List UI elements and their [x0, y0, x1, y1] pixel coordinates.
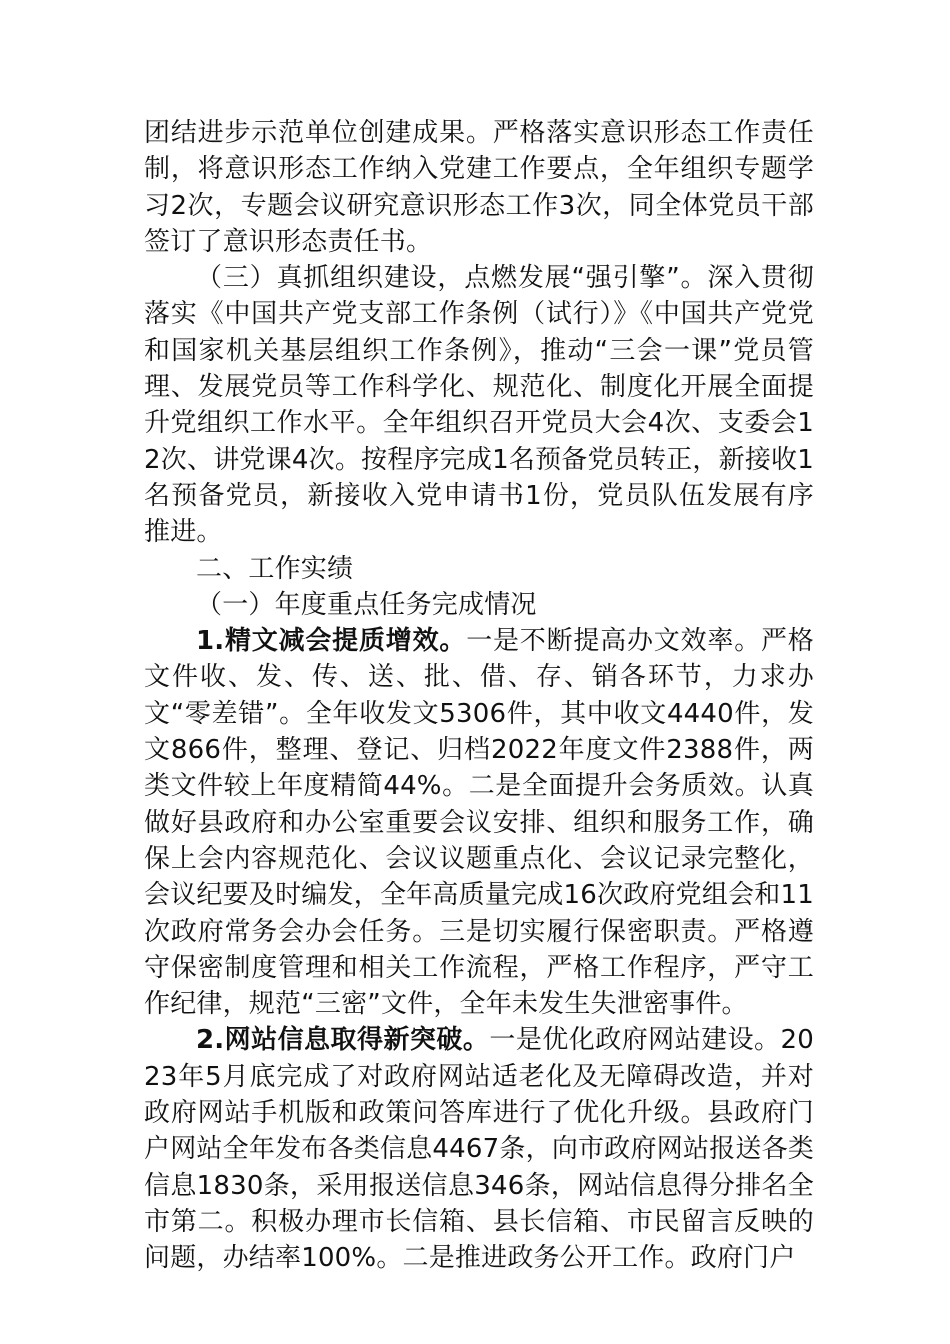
- document-body: [144, 115, 814, 1277]
- paragraph-ideology-responsibility: 团结进步示范单位创建成果。严格落实意识形态工作责任制，将意识形态工作纳入党建工作要点，全年组织专题学习2次，专题会议研究意识形态工作3次，同全体党员干部签订了意识形态责任书。: [144, 118, 814, 257]
- paragraph-document-meeting-efficiency: [144, 623, 814, 1022]
- paragraph-lead-title: 2.网站信息取得新突破。: [196, 1025, 490, 1056]
- subsection-heading-key-tasks: （一）年度重点任务完成情况: [196, 589, 537, 620]
- paragraph-organization-building: （三）真抓组织建设，点燃发展“强引擎”。深入贯彻落实《中国共产党支部工作条例（试行）》《中国共产党党和国家机关基层组织工作条例》，推动“三会一课”党员管理、发展党员等工作科学化、规范化、制度化开展全面提升党组织工作水平。全年组织召开党员大会4次、支委会12次、讲党课4次。按程序完成1名预备党员转正，新接收1名预备党员，新接收入党申请书1份，党员队伍发展有序推进。: [144, 263, 814, 548]
- paragraph-body-text: 一是不断提高办文效率。严格文件收、发、传、送、批、借、存、销各环节，力求办文“零差错”。全年收发文5306件，其中收文4440件，发文866件，整理、登记、归档2022年度文件2388件，两类文件较上年度精简44%。二是全面提升会务质效。认真做好县政府和办公室重要会议安排、组织和服务工作，确保上会内容规范化、会议议题重点化、会议记录完整化，会议纪要及时编发，全年高质量完成16次政府党组会和11次政府常务会办会任务。三是切实履行保密职责。严格遵守保密制度管理和相关工作流程，严格工作程序，严守工作纪律，规范“三密”文件，全年未发生失泄密事件。: [144, 626, 814, 1020]
- section-heading-work-achievements: 二、工作实绩: [196, 553, 354, 584]
- paragraph-body-text: 一是优化政府网站建设。2023年5月底完成了对政府网站适老化及无障碍改造，并对政府网站手机版和政策问答库进行了优化升级。县政府门户网站全年发布各类信息4467条，向市政府网站报送各类信息1830条，采用报送信息346条，网站信息得分排名全市第二。积极办理市长信箱、县长信箱、市民留言反映的问题，办结率100%。二是推进政务公开工作。政府门户: [144, 1025, 814, 1274]
- paragraph-lead-title: 1.精文减会提质增效。: [196, 626, 467, 657]
- paragraph-website-information: [144, 1022, 814, 1276]
